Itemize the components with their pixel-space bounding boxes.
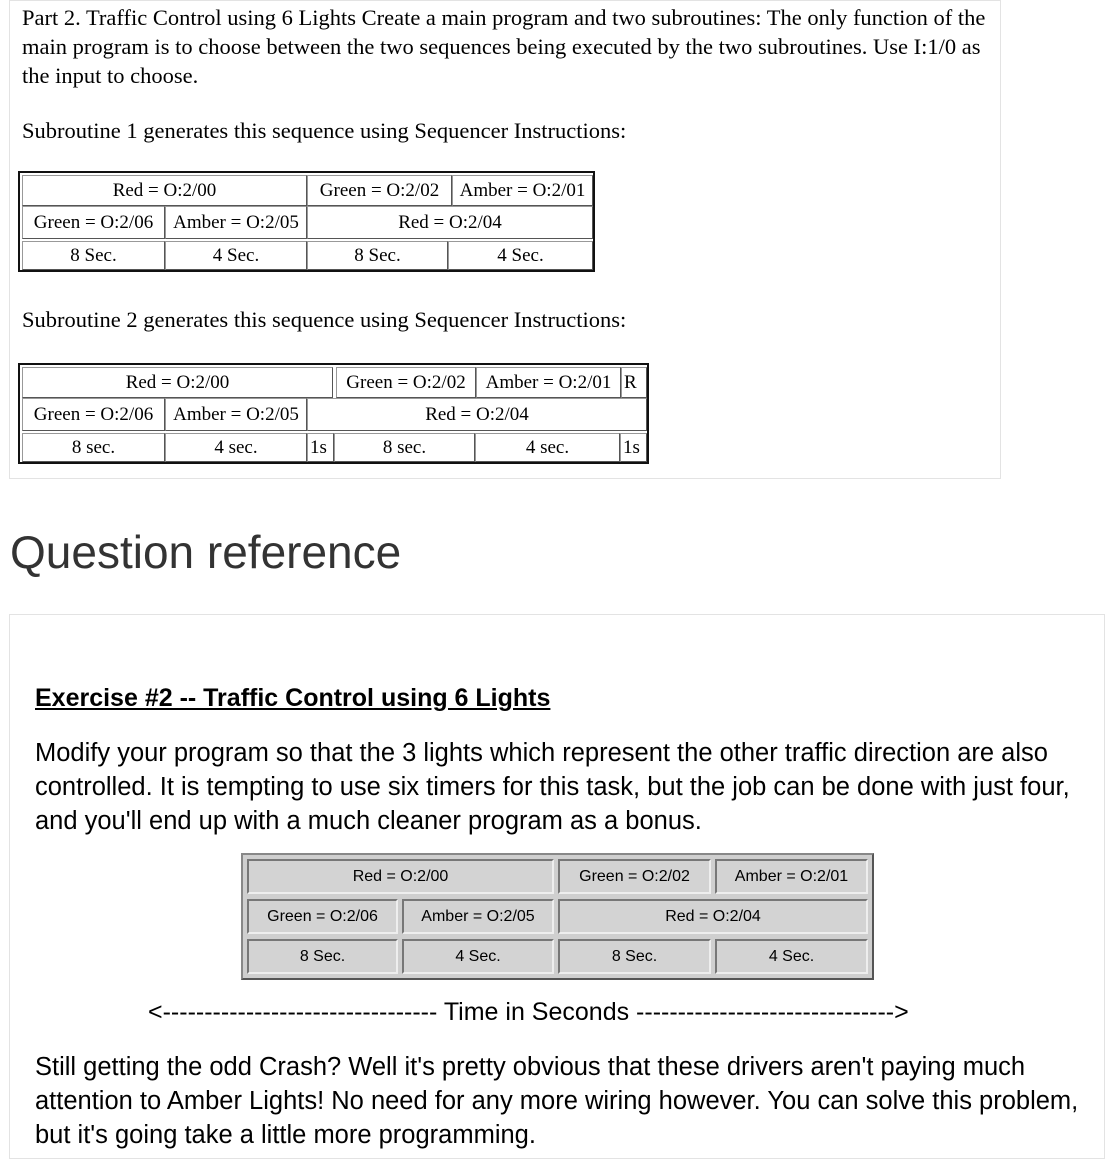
- sub2-duration-4: 8 sec.: [334, 433, 475, 462]
- subroutine2-caption: Subroutine 2 generates this sequence using Sequencer Instructions:: [22, 307, 627, 332]
- sub2-amber-a-cell: Amber = O:2/01: [476, 367, 621, 398]
- ex-red-b-cell: Red = O:2/04: [558, 899, 868, 934]
- sub2-red-cut-cell: R: [621, 367, 647, 398]
- sub2-green-a-cell: Green = O:2/02: [336, 367, 476, 398]
- exercise-paragraph-1: Modify your program so that the 3 lights which represent the other traffic direction are also controlled. It is tempting to use six timers for this task, but the job can be done with just four, and you'll end up with a much cleaner program as a bonus.: [35, 739, 1070, 835]
- ex-duration-4: 4 Sec.: [715, 939, 868, 974]
- sub1-duration-2: 4 Sec.: [165, 241, 307, 270]
- ex-duration-3: 8 Sec.: [558, 939, 711, 974]
- sub2-duration-5: 4 sec.: [475, 433, 620, 462]
- sub2-duration-2: 4 sec.: [165, 433, 307, 462]
- ex-amber-a-cell: Amber = O:2/01: [715, 859, 868, 894]
- sub2-green-b-cell: Green = O:2/06: [22, 398, 165, 431]
- question-reference-heading: Question reference: [10, 526, 402, 578]
- sub2-amber-b-cell: Amber = O:2/05: [165, 398, 307, 431]
- sub1-amber-b-cell: Amber = O:2/05: [165, 206, 307, 239]
- exercise-sequence-table: [241, 853, 874, 980]
- sub1-red-b-cell: Red = O:2/04: [307, 206, 593, 239]
- subroutine1-caption: Subroutine 1 generates this sequence using Sequencer Instructions:: [22, 118, 627, 143]
- ex-amber-b-cell: Amber = O:2/05: [402, 899, 554, 934]
- time-axis-label: <--------------------------------- Time in Seconds ------------------------------->: [148, 998, 909, 1026]
- sub2-red-a-cell: Red = O:2/00: [22, 367, 333, 398]
- sub1-green-b-cell: Green = O:2/06: [22, 206, 165, 239]
- sub2-duration-6: 1s: [620, 433, 647, 462]
- exercise-paragraph-2: Still getting the odd Crash? Well it's pretty obvious that these drivers aren't paying much attention to Amber Lights! No need for any more wiring however. You can solve this problem, but it's going take a little more programming.: [35, 1053, 1079, 1149]
- sub2-duration-3: 1s: [307, 433, 334, 462]
- sub1-green-a-cell: Green = O:2/02: [307, 175, 452, 206]
- part2-intro: Part 2. Traffic Control using 6 Lights Create a main program and two subroutines: The only function of the main program is to choose between the two sequences being executed by the two subroutines. Use I:1/0 as the input to choose.: [22, 5, 986, 88]
- sub1-duration-1: 8 Sec.: [22, 241, 165, 270]
- ex-duration-1: 8 Sec.: [247, 939, 398, 974]
- sub1-red-a-cell: Red = O:2/00: [22, 175, 307, 206]
- sub1-amber-a-cell: Amber = O:2/01: [452, 175, 593, 206]
- exercise-title: Exercise #2 -- Traffic Control using 6 Lights: [35, 684, 551, 712]
- ex-red-a-cell: Red = O:2/00: [247, 859, 554, 894]
- ex-green-a-cell: Green = O:2/02: [558, 859, 711, 894]
- sub2-duration-1: 8 sec.: [22, 433, 165, 462]
- ex-duration-2: 4 Sec.: [402, 939, 554, 974]
- subroutine2-sequence-table: [18, 363, 649, 464]
- subroutine1-sequence-table: [18, 171, 595, 272]
- sub1-duration-4: 4 Sec.: [448, 241, 593, 270]
- sub2-red-b-cell: Red = O:2/04: [307, 398, 647, 431]
- ex-green-b-cell: Green = O:2/06: [247, 899, 398, 934]
- sub1-duration-3: 8 Sec.: [307, 241, 448, 270]
